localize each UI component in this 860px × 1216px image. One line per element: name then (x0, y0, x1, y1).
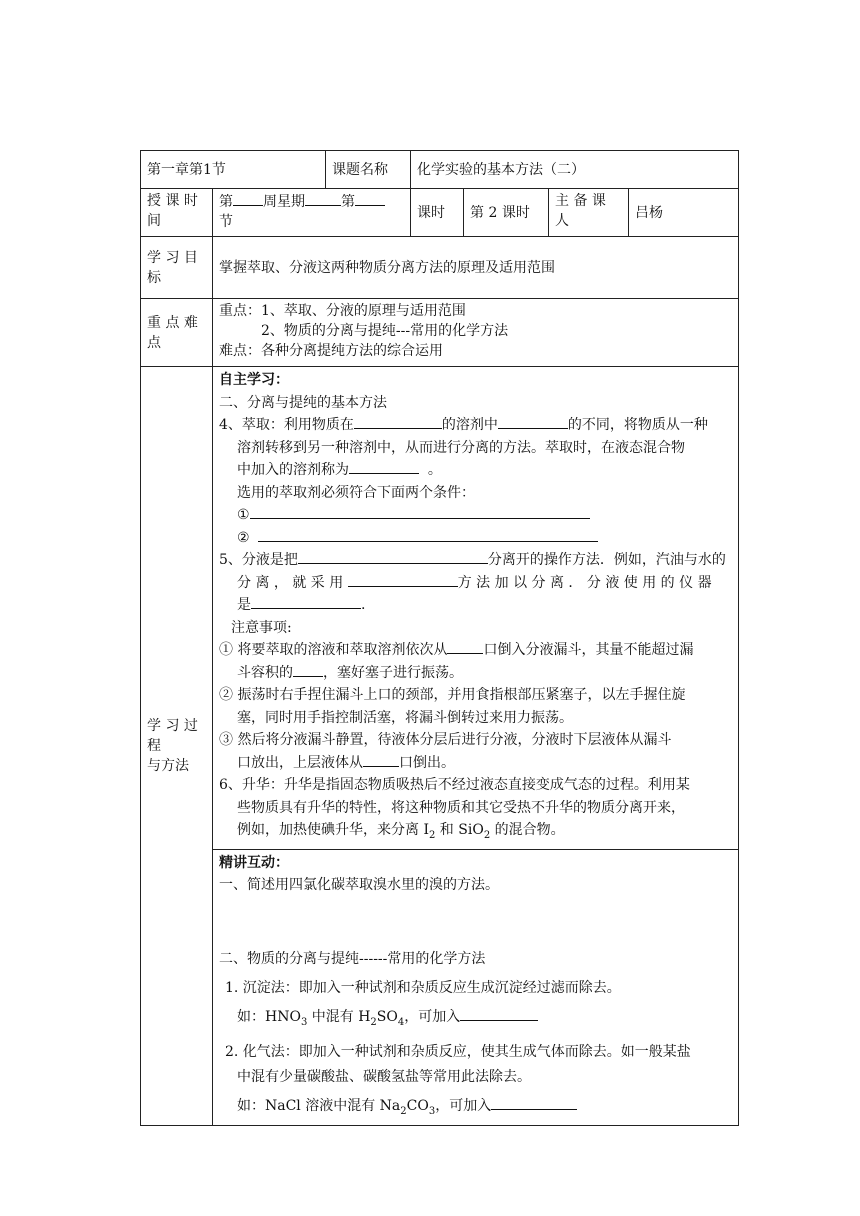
item4-blank-3[interactable] (349, 459, 419, 474)
item6-sub2: 2 (483, 829, 491, 841)
chapter-cell (141, 151, 326, 189)
keypoints-cell (213, 299, 739, 367)
cond1-blank[interactable] (250, 504, 590, 519)
cond1-marker: ① (237, 507, 250, 523)
item5-a: 5、分液是把 (219, 552, 298, 568)
time-value-d: 节 (219, 214, 233, 230)
m2-ex-sub2: 3 (428, 1105, 436, 1117)
topic-label-cell (326, 151, 411, 189)
method1: 1. 沉淀法：即加入一种试剂和杂质反应生成沉淀经过滤而除去。 (225, 980, 621, 997)
section-blank[interactable] (355, 191, 385, 206)
keypoints-label-line1: 重 点 难 (147, 314, 198, 331)
topic-label: 课题名称 (332, 161, 389, 178)
note1-d: ，塞好塞子进行振荡。 (323, 664, 463, 681)
objectives-label-line1: 学 习 目 (147, 249, 198, 266)
keypoints-label-line2: 点 (147, 334, 161, 351)
cond-intro: 选用的萃取剂必须符合下面两个条件： (237, 484, 475, 501)
m2-ex-c: ，可加入 (435, 1098, 492, 1115)
item5-d: 方 法 加 以 分 离 ． 分 液 使 用 的 仪 器 (457, 574, 712, 591)
time-value-c: 第 (341, 194, 355, 210)
m1-ex-c: SO (376, 1009, 398, 1026)
note1-c: 斗容积的 (237, 664, 293, 681)
cond2-marker: ② (237, 529, 250, 546)
method2-b: 中混有少量碳酸盐、碳酸氢盐等常用此法除去。 (237, 1069, 531, 1086)
notes-title: 注意事项: (231, 619, 292, 636)
item5-blank-2[interactable] (348, 572, 458, 587)
item5-c: 分 离 ， 就 采 用 (237, 574, 344, 591)
item4-c: 的不同，将物质从一种 (567, 417, 708, 433)
note1-blank-2[interactable] (293, 662, 323, 677)
self-study-cell (213, 367, 739, 850)
note3-c: 口倒出。 (399, 754, 455, 771)
lesson-plan-table (140, 150, 739, 1126)
week-blank[interactable] (233, 191, 263, 206)
item6-b: 些物质具有升华的特性，将这种物质和其它受热不升华的物质分离开来， (237, 799, 685, 816)
m2-blank[interactable] (491, 1095, 577, 1110)
item5-b: 分离开的操作方法．例如，汽油与水的 (487, 552, 726, 568)
time-value-a: 第 (219, 194, 233, 210)
note2-b: 塞，同时用手指控制活塞，将漏斗倒转过来用力振荡。 (237, 709, 573, 726)
item4-a: 4、萃取：利用物质在 (219, 417, 354, 433)
item6-a: 6、升华：升华是指固态物质吸热后不经过液态直接变成气态的过程。利用某 (219, 777, 690, 793)
topic-value: 化学实验的基本方法（二） (417, 161, 586, 178)
objectives-label-cell (141, 237, 213, 299)
chapter-text: 第一章第1节 (147, 161, 226, 178)
period-value: 第 2 课时 (470, 204, 530, 221)
process-label-line1: 学 习 过 (147, 717, 198, 734)
note2-a: ② 振荡时右手捏住漏斗上口的颈部，并用食指根部压紧塞子，以左手握住旋 (219, 687, 686, 703)
period-value-cell (464, 189, 549, 237)
note3-blank[interactable] (363, 752, 399, 767)
item6-c: 例如，加热使碘升华，来分离 I (237, 822, 429, 838)
item6-e: 的混合物。 (490, 822, 565, 838)
self-study-section: 二、分离与提纯的基本方法 (219, 394, 387, 411)
note1-a: ① 将要萃取的溶液和萃取溶剂依次从 (219, 642, 448, 658)
item6-sub1: 2 (428, 829, 436, 841)
time-label-cell (141, 189, 213, 237)
objectives-text: 掌握萃取、分液这两种物质分离方法的原理及适用范围 (219, 259, 555, 276)
keypoints-line1: 重点：1、萃取、分液的原理与适用范围 (219, 303, 466, 319)
keypoints-line3: 难点：各种分离提纯方法的综合运用 (219, 343, 443, 359)
time-label-line1: 授 课 时 (147, 193, 198, 209)
item4-e: 中加入的溶剂称为 (237, 462, 349, 478)
item5-blank-1[interactable] (298, 549, 488, 564)
note3-a: ③ 然后将分液漏斗静置，待液体分层后进行分液，分液时下层液体从漏斗 (219, 732, 672, 748)
method2-a: 2. 化气法：即加入一种试剂和杂质反应，使其生成气体而除去。如一般某盐 (225, 1044, 691, 1061)
process-label-line3: 与方法 (147, 757, 189, 774)
lesson-plan-sheet (140, 150, 738, 1126)
item4-blank-1[interactable] (354, 414, 442, 429)
process-label-cell (141, 367, 213, 1126)
preparer-label-cell (549, 189, 629, 237)
preparer-value-cell (629, 189, 739, 237)
objectives-label-line2: 标 (147, 269, 161, 286)
item6-d: 和 SiO (435, 822, 484, 838)
note1-blank-1[interactable] (447, 639, 483, 654)
self-study-heading: 自主学习： (219, 372, 289, 388)
m2-ex-sub1: 2 (400, 1105, 407, 1117)
preparer-label-line2: 人 (555, 213, 570, 229)
item4-b: 的溶剂中 (441, 417, 498, 433)
m1-ex-a: 如：HNO (237, 1009, 301, 1026)
m1-ex-b: 中混有 H (307, 1009, 371, 1026)
m1-blank[interactable] (460, 1006, 538, 1021)
cond2-blank[interactable] (258, 527, 598, 542)
m1-ex-d: ，可加入 (404, 1009, 461, 1026)
m1-ex-sub3: 4 (397, 1017, 405, 1029)
weekday-blank[interactable] (305, 191, 341, 206)
preparer-label-line1: 主 备 课 (555, 193, 606, 209)
m2-ex-b: CO (406, 1098, 429, 1115)
m2-ex-a: 如：NaCl 溶液中混有 Na (237, 1098, 401, 1115)
item4-f: 。 (427, 462, 442, 478)
note1-b: 口倒入分液漏斗，其量不能超过漏 (483, 642, 694, 658)
topic-value-cell (411, 151, 739, 189)
interaction-q1: 一、简述用四氯化碳萃取溴水里的溴的方法。 (219, 877, 499, 894)
objectives-cell (213, 237, 739, 299)
period-label-cell (411, 189, 464, 237)
preparer-value: 吕杨 (635, 204, 664, 221)
interaction-section2: 二、物质的分离与提纯------常用的化学方法 (219, 951, 486, 968)
period-label: 课时 (417, 204, 446, 221)
time-label-line2: 间 (147, 213, 161, 229)
item5-e: 是 (237, 597, 251, 613)
time-value-cell (213, 189, 411, 237)
interaction-heading: 精讲互动： (219, 855, 289, 872)
item5-f: . (361, 597, 366, 613)
item4-blank-2[interactable] (498, 414, 568, 429)
interaction-cell (213, 850, 739, 1126)
process-label-line2: 程 (147, 737, 161, 754)
keypoints-label-cell (141, 299, 213, 367)
time-value-b: 周星期 (263, 194, 305, 210)
item4-d: 溶剂转移到另一种溶剂中，从而进行分离的方法。萃取时，在液态混合物 (237, 439, 685, 456)
note3-b: 口放出，上层液体从 (237, 754, 363, 771)
keypoints-line2: 2、物质的分离与提纯---常用的化学方法 (261, 323, 509, 339)
item5-blank-3[interactable] (251, 594, 361, 609)
m1-ex-sub2: 2 (370, 1017, 377, 1029)
m1-ex-sub1: 3 (300, 1017, 308, 1029)
